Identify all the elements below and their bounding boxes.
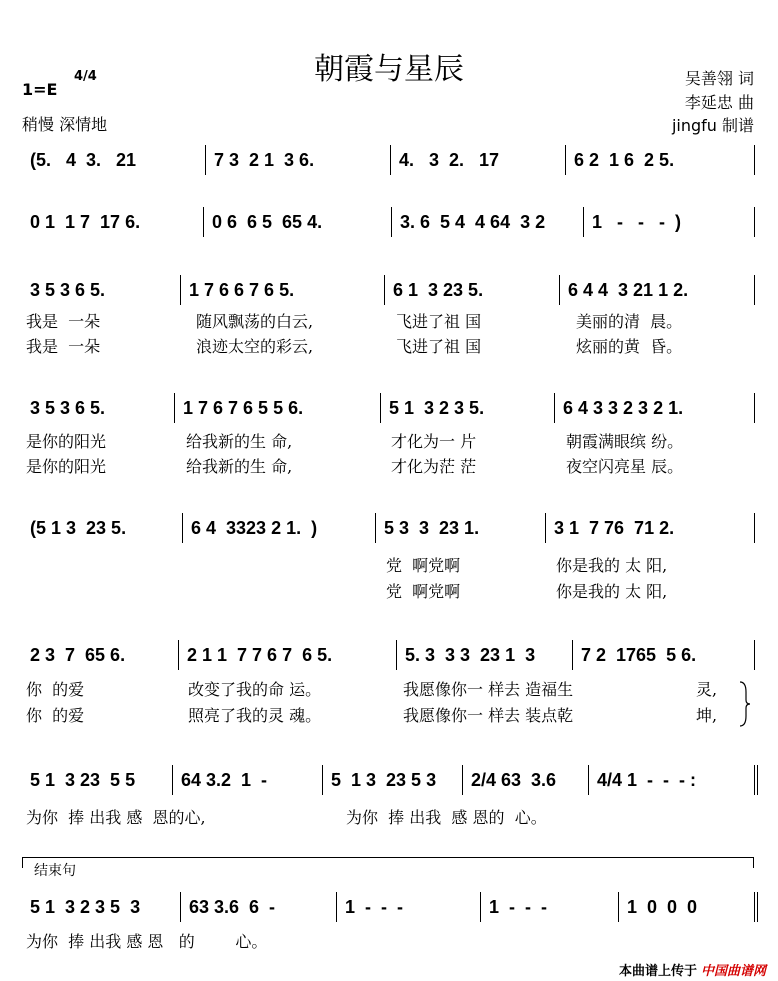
lyrics-verse-1 xyxy=(22,680,754,700)
song-title: 朝霞与星辰 xyxy=(314,52,464,87)
measure: 3. 6 5 4 4 64 3 2 xyxy=(391,207,583,237)
lyric: 才化为茫 茫 xyxy=(391,457,477,476)
lyric xyxy=(182,582,382,602)
measure: 5 1 3 2 3 5. xyxy=(380,393,554,423)
measure: 5 3 3 23 1. xyxy=(375,513,545,543)
lyric: 随风飘荡的白云, xyxy=(196,312,314,331)
measure: 1 - - - ) xyxy=(583,207,753,237)
measure: 6 4 3323 2 1. ) xyxy=(182,513,375,543)
measure: 3 5 3 6 5. xyxy=(30,398,106,418)
time-signature: 4/4 xyxy=(74,69,97,84)
staff-system-5 xyxy=(22,513,755,543)
lyric: 坤, xyxy=(696,706,718,725)
site-logo[interactable]: 中国曲谱网 xyxy=(700,963,766,978)
lyric: 为你 捧 出我 感 恩的 心。 xyxy=(346,808,547,827)
staff-system-1 xyxy=(22,145,755,175)
lyricist-credit: 吴善翎 词 xyxy=(684,69,754,88)
lyrics-ending xyxy=(22,932,754,952)
staff-system-6 xyxy=(22,640,755,670)
lyric xyxy=(182,556,382,576)
lyrics-verse-2 xyxy=(22,337,754,357)
lyric: 夜空闪亮星 辰。 xyxy=(566,457,684,476)
lyric: 党 啊党啊 xyxy=(386,556,461,575)
footer-text: 本曲谱上传于 xyxy=(618,963,697,978)
lyric: 飞进了祖 国 xyxy=(396,312,482,331)
measure: 2/4 63 3.6 xyxy=(462,765,588,795)
lyric: 炫丽的黄 昏。 xyxy=(576,337,683,356)
staff-system-3 xyxy=(22,275,755,305)
lyric: 是你的阳光 xyxy=(26,457,107,476)
measure: 6 1 3 23 5. xyxy=(384,275,559,305)
verse-brace xyxy=(738,680,752,728)
lyric: 灵, xyxy=(696,680,718,699)
measure: 2 3 7 65 6. xyxy=(30,645,126,665)
lyrics-verse-2 xyxy=(22,582,754,602)
lyrics-verse-2 xyxy=(22,706,754,726)
lyric: 为你 捧 出我 感 恩 的 心。 xyxy=(26,932,268,951)
measure: 5 1 3 23 5 3 xyxy=(322,765,462,795)
lyric: 浪迹太空的彩云, xyxy=(196,337,314,356)
footer xyxy=(619,960,766,979)
staff-system-2 xyxy=(22,207,755,237)
lyric: 你 的爱 xyxy=(26,680,85,699)
measure: 0 6 6 5 65 4. xyxy=(203,207,391,237)
lyric: 才化为一 片 xyxy=(391,432,477,451)
lyric: 为你 捧 出我 感 恩的心, xyxy=(26,808,206,827)
measure: 7 3 2 1 3 6. xyxy=(205,145,390,175)
lyrics-verse-1 xyxy=(22,556,754,576)
measure: 63 3.6 6 - xyxy=(180,892,336,922)
lyric: 是你的阳光 xyxy=(26,432,107,451)
measure: 1 - - - xyxy=(480,892,618,922)
staff-system-4 xyxy=(22,393,755,423)
ending-bracket xyxy=(22,857,754,868)
composer-credit: 李延忠 曲 xyxy=(684,93,754,112)
lyric xyxy=(22,582,182,602)
lyric: 照亮了我的灵 魂。 xyxy=(188,706,322,725)
lyrics-verse-2 xyxy=(22,457,754,477)
measure: (5 1 3 23 5. xyxy=(30,518,127,538)
measure: 64 3.2 1 - xyxy=(172,765,322,795)
lyrics-verse-1 xyxy=(22,432,754,452)
lyric: 你是我的 太 阳, xyxy=(556,556,668,575)
lyrics-verse-1 xyxy=(22,312,754,332)
lyric: 我是 一朵 xyxy=(26,337,101,356)
measure: 0 1 1 7 17 6. xyxy=(30,212,141,232)
staff-system-7 xyxy=(22,765,758,795)
tempo-marking: 稍慢 深情地 xyxy=(22,115,108,134)
lyric: 美丽的清 晨。 xyxy=(576,312,683,331)
measure: 5 1 3 23 5 5 xyxy=(30,770,136,790)
lyric: 我是 一朵 xyxy=(26,312,101,331)
measure: 1 7 6 7 6 5 5 6. xyxy=(174,393,380,423)
lyric: 你 的爱 xyxy=(26,706,85,725)
measure: 5. 3 3 3 23 1 3 xyxy=(396,640,572,670)
lyric: 飞进了祖 国 xyxy=(396,337,482,356)
measure: 1 - - - xyxy=(336,892,480,922)
lyric: 我愿像你一 样去 造福生 xyxy=(403,680,574,699)
engraver-credit: jingfu 制谱 xyxy=(671,116,754,135)
ending-label: 结束句 xyxy=(34,862,76,878)
measure: 2 1 1 7 7 6 7 6 5. xyxy=(178,640,396,670)
key-signature: 1=E xyxy=(22,80,58,99)
measure: (5. 4 3. 21 xyxy=(30,150,137,170)
staff-system-8 xyxy=(22,892,758,922)
measure: 4. 3 2. 17 xyxy=(390,145,565,175)
lyric: 党 啊党啊 xyxy=(386,582,461,601)
lyric: 朝霞满眼缤 纷。 xyxy=(566,432,684,451)
measure: 6 4 3 3 2 3 2 1. xyxy=(554,393,753,423)
measure: 1 0 0 0 xyxy=(618,892,750,922)
measure: 5 1 3 2 3 5 3 xyxy=(30,897,141,917)
measure: 6 2 1 6 2 5. xyxy=(565,145,753,175)
measure: 6 4 4 3 21 1 2. xyxy=(559,275,753,305)
lyric: 我愿像你一 样去 装点乾 xyxy=(403,706,574,725)
lyric: 给我新的生 命, xyxy=(186,432,293,451)
lyric: 改变了我的命 运。 xyxy=(188,680,322,699)
lyric: 你是我的 太 阳, xyxy=(556,582,668,601)
measure: 3 5 3 6 5. xyxy=(30,280,106,300)
lyric xyxy=(22,556,182,576)
measure: 3 1 7 76 71 2. xyxy=(545,513,753,543)
measure: 4/4 1 - - - : xyxy=(588,765,750,795)
measure: 7 2 1765 5 6. xyxy=(572,640,753,670)
lyrics-chorus xyxy=(22,808,754,828)
measure: 1 7 6 6 7 6 5. xyxy=(180,275,384,305)
lyric: 给我新的生 命, xyxy=(186,457,293,476)
